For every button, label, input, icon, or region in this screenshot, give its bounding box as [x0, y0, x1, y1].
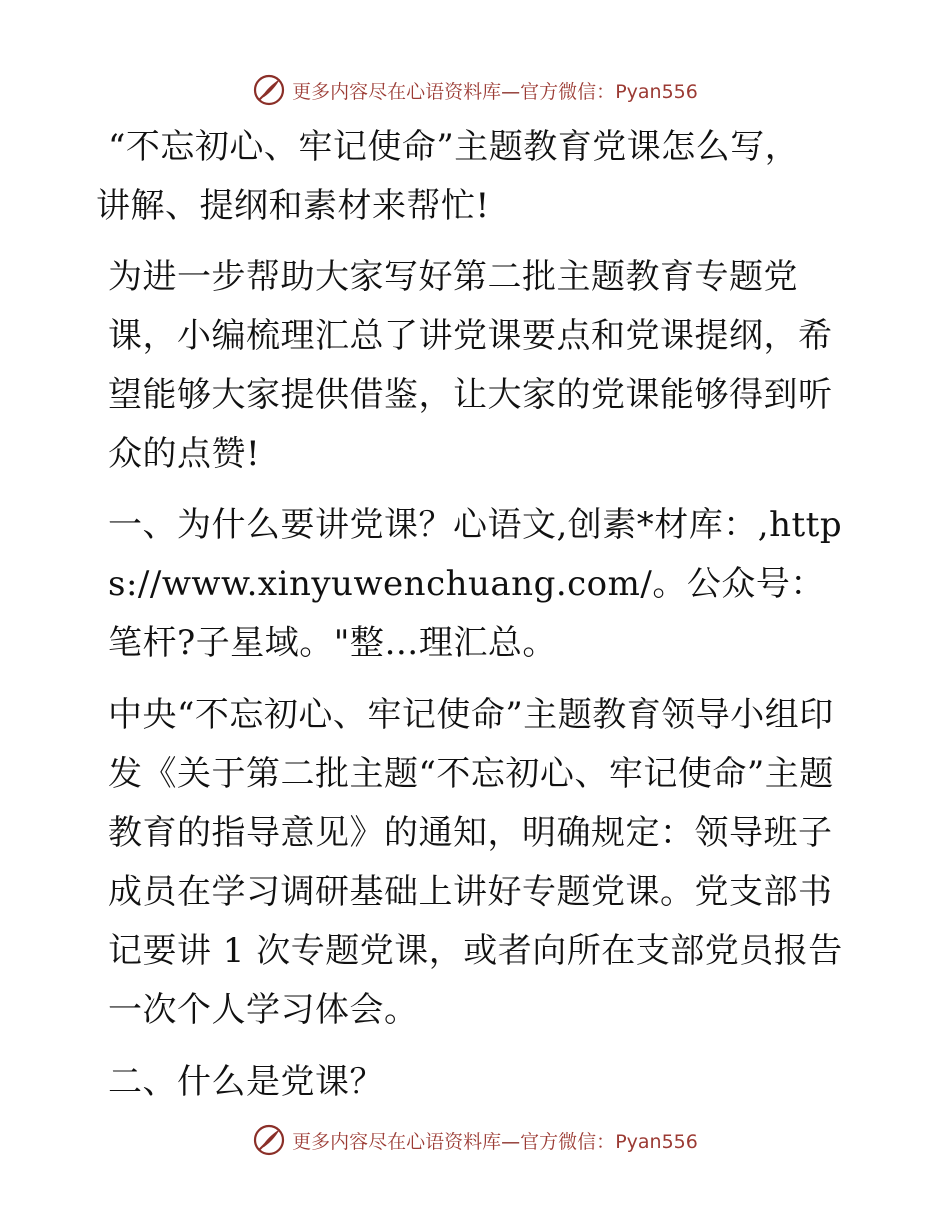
watermark-separator: —: [501, 1130, 521, 1153]
watermark-contact-label: 官方微信：: [520, 1130, 616, 1153]
footer-watermark: [0, 1120, 950, 1160]
watermark-contact-label: 官方微信：: [520, 80, 616, 103]
watermark-text: [292, 77, 698, 104]
header-watermark: [0, 70, 950, 110]
watermark-separator: —: [501, 80, 521, 103]
watermark-contact-value: Pyan556: [615, 1130, 698, 1153]
document-title-line-2: 讲解、提纲和素材来帮忙!: [96, 186, 490, 226]
watermark-text: [292, 1127, 698, 1154]
section-2-heading: 二、什么是党课？: [108, 1062, 384, 1102]
document-title-line-1: “不忘初心、牢记使命”主题教育党课怎么写，: [108, 127, 800, 167]
section-1-heading: 一、为什么要讲党课？心语文,创素*材库：,https://www.xinyuwenchuang.com/。公众号：笔杆?子星域。"整…理汇总。: [108, 505, 843, 663]
intro-paragraph: 为进一步帮助大家写好第二批主题教育专题党课，小编梳理汇总了讲党课要点和党课提纲，希望能够大家提供借鉴，让大家的党课能够得到听众的点赞!: [108, 257, 833, 474]
section-1-paragraph: 中央“不忘初心、牢记使命”主题教育领导小组印发《关于第二批主题“不忘初心、牢记使命”主题教育的指导意见》的通知，明确规定：领导班子成员在学习调研基础上讲好专题党课。党支部书记要讲 1 次专题党课，或者向所在支部党员报告一次个人学习体会。: [108, 695, 843, 1030]
watermark-brand: 更多内容尽在心语资料库: [292, 1130, 502, 1153]
watermark-brand: 更多内容尽在心语资料库: [292, 80, 502, 103]
document-body: [96, 118, 856, 1112]
watermark-contact-value: Pyan556: [615, 80, 698, 103]
feather-pen-circle-icon: [252, 73, 286, 107]
feather-pen-circle-icon: [252, 1123, 286, 1157]
